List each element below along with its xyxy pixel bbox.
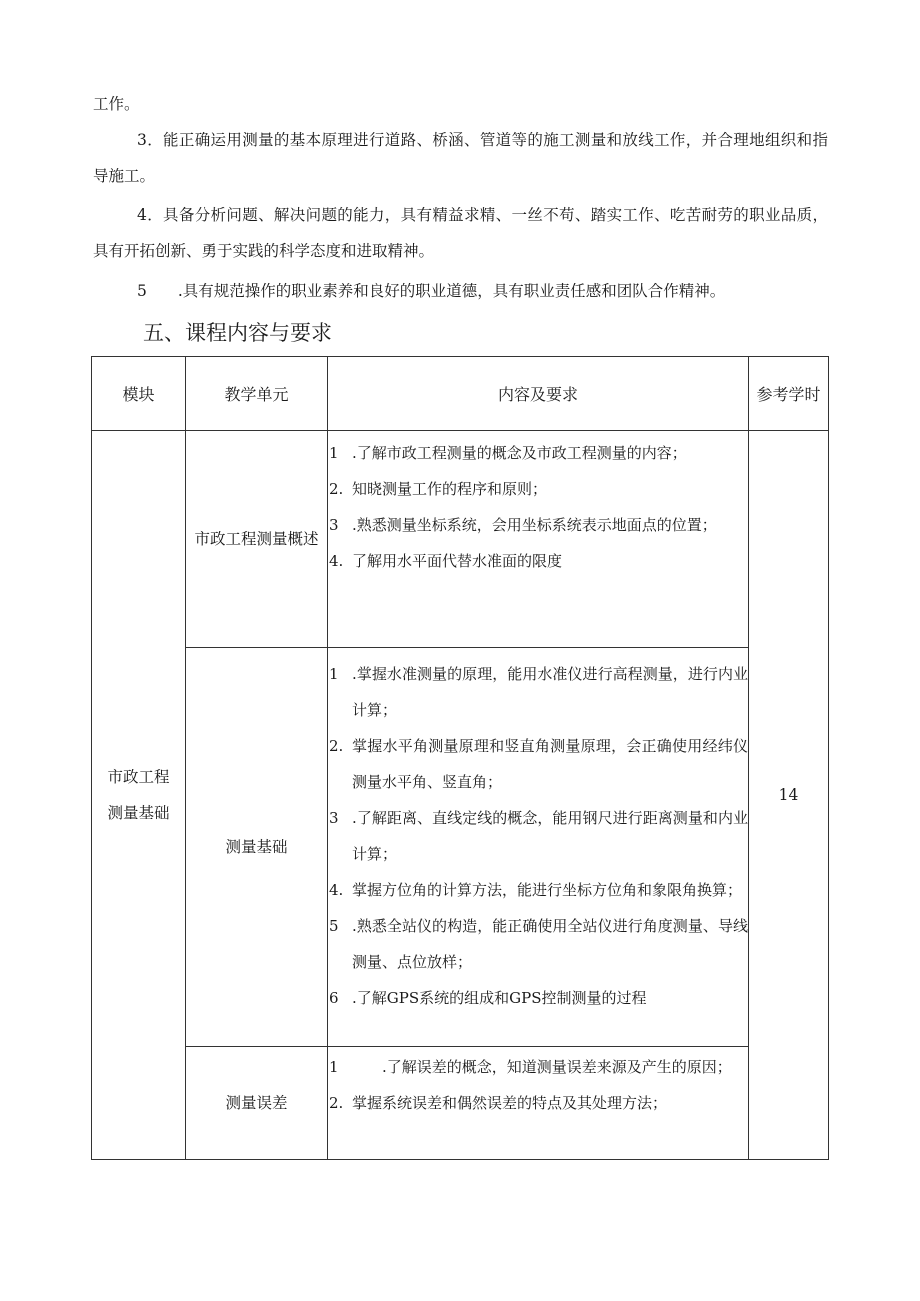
list-item: 4. 掌握方位角的计算方法，能进行坐标方位角和象限角换算； — [329, 881, 743, 899]
header-content: 内容及要求 — [328, 357, 749, 431]
module-name: 市政工程测量基础 — [107, 768, 170, 822]
table-header-row — [92, 357, 829, 431]
list-item: 2. 掌握系统误差和偶然误差的特点及其处理方法； — [329, 1094, 668, 1112]
unit-name: 测量基础 — [225, 838, 288, 856]
list-item: 3 .熟悉测量坐标系统，会用坐标系统表示地面点的位置； — [329, 516, 717, 534]
list-item: 1 .了解市政工程测量的概念及市政工程测量的内容； — [329, 444, 687, 462]
table-row — [92, 1047, 829, 1160]
header-module: 模块 — [92, 357, 186, 431]
paragraph-item-5: 5 .具有规范操作的职业素养和良好的职业道德，具有职业责任感和团队合作精神。 — [137, 282, 726, 300]
unit-cell-error — [186, 1047, 328, 1160]
table-row — [92, 648, 829, 1047]
paragraph-continuation: 工作。 — [93, 95, 140, 113]
list-item: 1 .了解误差的概念，知道测量误差来源及产生的原因； — [329, 1058, 732, 1076]
header-hours: 参考学时 — [749, 357, 829, 431]
unit-name: 测量误差 — [225, 1094, 288, 1112]
content-cell-error — [328, 1047, 749, 1160]
unit-cell-basics — [186, 648, 328, 1047]
table-row — [92, 431, 829, 648]
course-content-table — [91, 356, 829, 1160]
unit-name: 市政工程测量概述 — [194, 530, 319, 548]
list-item: 4. 了解用水平面代替水准面的限度 — [329, 552, 563, 570]
hours-value: 14 — [778, 786, 799, 804]
list-item: 2. 掌握水平角测量原理和竖直角测量原理，会正确使用经纬仪测量水平角、竖直角； — [329, 737, 748, 791]
paragraph-item-4: 4．具备分析问题、解决问题的能力，具有精益求精、一丝不苟、踏实工作、吃苦耐劳的职业品质，具有开拓创新、勇于实践的科学态度和进取精神。 — [93, 206, 828, 260]
paragraph-item-3: 3．能正确运用测量的基本原理进行道路、桥涵、管道等的施工测量和放线工作，并合理地组织和指导施工。 — [93, 131, 828, 185]
list-item: 1 .掌握水准测量的原理，能用水准仪进行高程测量，进行内业计算； — [329, 665, 748, 719]
module-cell — [92, 431, 186, 1160]
list-item: 2. 知晓测量工作的程序和原则； — [329, 480, 548, 498]
list-item: 3 .了解距离、直线定线的概念，能用钢尺进行距离测量和内业计算； — [329, 809, 748, 863]
unit-cell-overview — [186, 431, 328, 648]
content-cell-basics — [328, 648, 749, 1047]
header-unit: 教学单元 — [186, 357, 328, 431]
hours-cell — [749, 431, 829, 1160]
section-title: 五、课程内容与要求 — [143, 321, 332, 345]
list-item: 5 .熟悉全站仪的构造，能正确使用全站仪进行角度测量、导线测量、点位放样； — [329, 917, 748, 971]
list-item: 6 .了解GPS系统的组成和GPS控制测量的过程 — [329, 989, 647, 1007]
content-cell-overview — [328, 431, 749, 648]
